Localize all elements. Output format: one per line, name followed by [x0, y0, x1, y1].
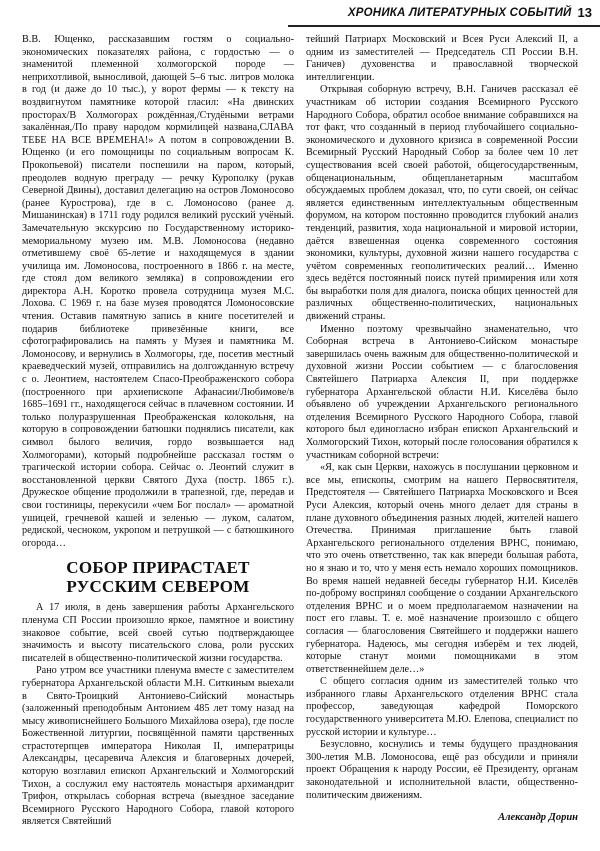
section-title: ХРОНИКА ЛИТЕРАТУРНЫХ СОБЫТИЙ [347, 6, 572, 19]
paragraph: Именно поэтому чрезвычайно знаменательно, что Соборная встреча в Антониево-Сийском монастыре завершилась очень важным для общественно-политической и духовной жизни России событием — с благословения Святейшего Патриарха Алексия II, при поддержке губернатора Архангельской области Н.И. Киселёва было объявлено об учреждении Архангельского регионального отделения Всемирного Русского Народного Собора, главой которого был единогласно избран епископ Архангельский и Холмогорский Тихон, который после голосования обратился к участникам соборной встречи: [306, 323, 578, 461]
author-signature: Александр Дорин [498, 812, 578, 824]
left-column [22, 34, 294, 829]
paragraph: «Я, как сын Церкви, нахожусь в послушании церковном и все мы, епископы, смотрим на нашего Первосвятителя, Предстоятеля — Святейшего Патриарха Московского и Всея Руси Алексия, который очень много делает для страны в плане духовного объединения разных людей, жителей нашего Отечества. Принимая приглашение быть главой Архангельского регионального отделения ВРНС, понимаю, что это очень ответственно, так как впереди большая работа, но я знаю и то, что у меня есть немало хороших помощников. Во время нашей недавней беседы губернатор Н.И. Киселёв по-доброму воспринял сообщение о создании Архангельского отделения ВРНС и о моем предполагаемом назначении на пост его главы. Т. е. моё назначение произошло с общего согласия — благословения Святейшего и поддержки нашего губернатора. Надеюсь, мы сегодня изберём и тех людей, которые станут моими помощниками в этом ответственнейшем деле…» [306, 462, 578, 675]
paragraph: А 17 июля, в день завершения работы Архангельского пленума СП России произошло яркое, памятное и воистину знаковое событие, всей своей сутью подтверждающее значимость и высоту писательского слова, роли русских писателей в общественно-политической жизни государства. [22, 602, 294, 664]
page-header [288, 0, 600, 27]
article-headline: СОБОР ПРИРАСТАЕТ РУССКИМ СЕВЕРОМ [66, 558, 250, 597]
paragraph: Безусловно, коснулись и темы будущего празднования 300-летия М.В. Ломоносова, ещё раз обсудили и приняли проект Обращения к народу России, её Президенту, органам законодательной и исполнительной власти, общественно-политическим движениям. [306, 739, 578, 801]
paragraph: тейший Патриарх Московский и Всея Руси Алексий II, а одним из заместителей — Председатель СП России В.Н. Ганичев) духовенства и православной творческой интеллигенции. [306, 34, 578, 83]
paragraph: Рано утром все участники пленума вместе с заместителем губернатора Архангельской области М.Н. Ситкиным выехали в Свято-Троицкий Антониево-Сийский монастырь (заложенный преподобным Антонием 485 лет тому назад на мысу живописнейшего Большого Михайлова озера), где после Божественной литургии, посвящённой памяти царственных страстотерпцев императора Николая II, императрицы Александры, цесаревича Алексия и благоверных дочерей, которую возглавил епископ Архангельский и Холмогорский Тихон, а сослужил ему настоятель монастыря архимандрит Трифон, открылась соборная встреча (выездное заседание Всемирного Русского Народного Собора, главой которого является Святейший [22, 665, 294, 828]
paragraph: С общего согласия одним из заместителей только что избранного главы Архангельского отделения ВРНС стала профессор, заведующая кафедрой Поморского государственного университета М.Ю. Елепова, специалист по русской истории и культуре… [306, 676, 578, 738]
right-column [306, 34, 578, 825]
paragraph: В.В. Ющенко, рассказавшим гостям о социально-экономических показателях района, с гордостью — о знаменитой племенной холмогорской породе — неприхотливой, выносливой, дающей 5–6 тыс. литров молока в год (и даже до 10 тыс.), у ворот фермы — к тексту на воздвигнутом памятнике которой гласил: «На двинских просторах/В Холмогорах рождённая,/Студёными ветрами закалённая,/По праву народом корми́лицей названа,СЛАВА ТЕБЕ НА ВСЕ ВРЕМЕНА!» А потом в сопровождении В. Ющенко (и его помощницы по социальным вопросам К. Прокопьевой) писатели поспешили на паром, который, преодолев водную преграду — речку Курополку (рукав Северной Двины), доставил делегацию на остров Ломоносово (ранее Курострова), где в с. Ломоносово (ранее д. Мишанинская) в 1711 году родился великий русский учёный. Замечательную экскурсию по Государственному историко-мемориальному музею им. М.В. Ломоносова (недавно отметившему своё 65-летие и находящемуся в здании училища им. Ломоносова, построенного в 1866 г. на месте, где стоял дом великого земляка) в сопровождении его директора А.Н. Коротко провела сотрудница музея М.С. Лохова. С 1969 г. на базе музея проводятся Ломоносовские чтения. Оставив памятную запись в книге посетителей и подарив библиотеке привезённые книги, все сфотографировались на память у Музея и памятника М. Ломоносову, и вернулись в Холмогоры, где, посетив местный краеведческий музей, отправились на долгожданную встречу с о. Леонтием, настоятелем Спасо-Преображенского собора (построенного при архиепископе Афанасии/Любимове/в 1685–1691 гг., находящегося сейчас в плачевном состоянии. И только полуразрушенная Преображенская колокольня, на которую в сопровождении батюшки поднялись писатели, как символ былого величия, гордо возвышается над Холмогорами), который подробнейше рассказал гостям о трагической истории собора. Сейчас о. Леонтий служит в восстановленной церкви Святого Духа (постр. 1865 г.). Дружеское общение продолжили в трапезной, где, передав и свои гостиницы, перекусили «чем Бог послал» — ароматной ушицей, гречневой кашей и зеленью — луком, салатом, редиской, чесноком, укропом и петрушкой — с батюшкиного огорода… [22, 34, 294, 549]
paragraph: Открывая соборную встречу, В.Н. Ганичев рассказал её участникам об истории создания Всемирного Русского Народного Собора, обратил особое внимание собравшихся на тот факт, что созданный в период глубочайшего социально-экономического и духовного кризиса в современной России Всемирный Русский Народный Собор за более чем 10 лет существования всей своей работой, общегосударственным, общенациональным, общепланетарным масштабом обсуждаемых проблем доказал, что, по сути своей, он сейчас является единственным интеллектуальным общественным форумом, на котором постоянно проводится глубокий анализ тенденций, развития, хода национальной и мировой истории, даётся взвешенная оценка современного состояния экономики, культуры, духовной жизни нашего государства с учётом современных геополитических реалий… Именно здесь ведётся постоянный поиск путей примирения или хотя бы выработки поля для диалога, поиска общих ценностей для различных общественно-политических, национальных движений страны. [306, 84, 578, 323]
page-number: 13 [577, 5, 592, 20]
